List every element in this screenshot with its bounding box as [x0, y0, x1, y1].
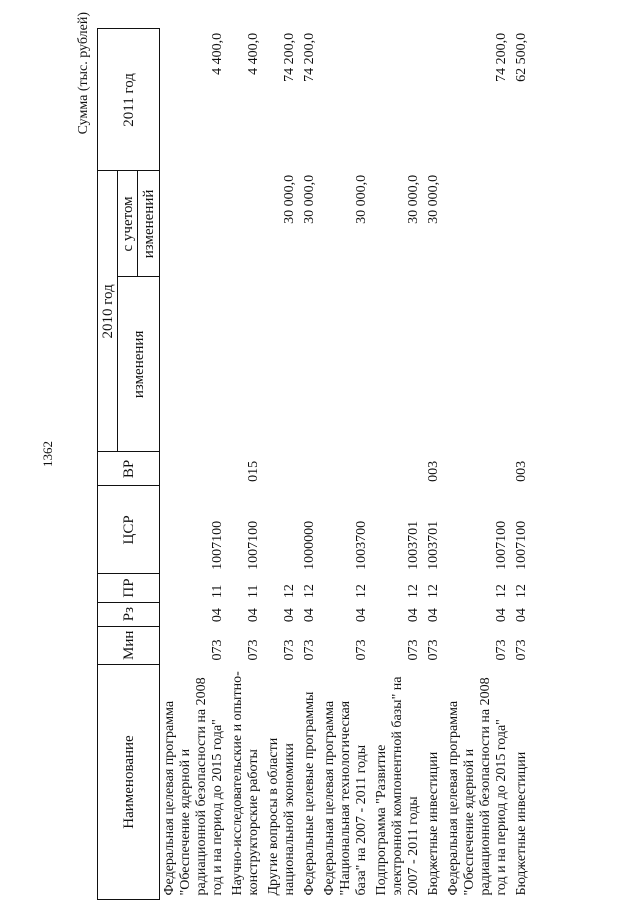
header-2010: 2010 год	[98, 171, 118, 452]
cell-vr	[320, 452, 372, 486]
cell-rz: 04	[426, 608, 441, 623]
table-row	[300, 29, 320, 900]
cell-min: 073	[426, 639, 441, 661]
cell-csr: 1007100	[246, 520, 261, 570]
cell-name: Федеральная целевая программа "Обеспечение ядерной и радиационной безопасности на 2008 год и на период до 2015 года"	[446, 677, 509, 896]
cell-with-changes: 30 000,0	[406, 174, 421, 224]
cell-vr	[372, 452, 424, 486]
table-row	[512, 29, 532, 900]
cell-csr	[264, 486, 300, 574]
cell-vr: 003	[514, 460, 529, 482]
cell-name: Подпрограмма "Развитие электронной компонентной базы" на 2007 - 2011 годы	[374, 676, 421, 896]
cell-name: Научно-исследовательские и опытно-конструкторские работы	[230, 671, 261, 896]
header-with-changes-line1: с учетом	[118, 171, 138, 277]
cell-rz: 04	[302, 608, 317, 623]
cell-changes	[372, 277, 424, 452]
cell-name: Другие вопросы в области национальной экономики	[266, 737, 297, 896]
cell-y2011: 74 200,0	[302, 32, 317, 82]
header-with-changes-line2: изменений	[138, 171, 160, 277]
cell-y2011: 4 400,0	[210, 32, 225, 75]
cell-vr	[264, 452, 300, 486]
cell-min: 073	[406, 639, 421, 661]
cell-csr: 1007100	[514, 520, 529, 570]
cell-changes	[160, 277, 229, 452]
cell-rz: 04	[354, 608, 369, 623]
budget-table	[97, 28, 532, 900]
cell-pr: 12	[406, 584, 421, 599]
cell-y2011	[424, 29, 444, 171]
cell-pr: 12	[494, 584, 509, 599]
table-row	[160, 29, 229, 900]
cell-with-changes: 30 000,0	[426, 174, 441, 224]
cell-name: Федеральные целевые программы	[302, 691, 317, 896]
cell-rz: 04	[514, 608, 529, 623]
cell-min: 073	[302, 639, 317, 661]
header-2011: 2011 год	[98, 29, 160, 171]
cell-csr: 1003701	[426, 520, 441, 570]
cell-vr: 003	[426, 460, 441, 482]
cell-vr: 015	[246, 460, 261, 482]
cell-y2011: 74 200,0	[282, 32, 297, 82]
cell-pr: 12	[354, 584, 369, 599]
unit-caption: Сумма (тыс. рублей)	[76, 12, 91, 135]
cell-y2011	[320, 29, 372, 171]
cell-with-changes: 30 000,0	[354, 174, 369, 224]
cell-rz: 04	[282, 608, 297, 623]
cell-vr	[444, 452, 512, 486]
cell-csr: 1000000	[302, 520, 317, 570]
cell-vr	[300, 452, 320, 486]
cell-pr: 12	[514, 584, 529, 599]
cell-rz: 04	[246, 608, 261, 623]
cell-y2011: 74 200,0	[494, 32, 509, 82]
cell-name: Федеральная целевая программа "Национальная технологическая база" на 2007 - 2011 годы	[322, 700, 369, 896]
cell-changes	[424, 277, 444, 452]
cell-min: 073	[494, 639, 509, 661]
cell-y2011: 4 400,0	[246, 32, 261, 75]
cell-y2011: 62 500,0	[514, 32, 529, 82]
cell-vr	[160, 452, 229, 486]
header-vr: ВР	[98, 452, 160, 486]
cell-y2011	[372, 29, 424, 171]
cell-min: 073	[282, 639, 297, 661]
header-min: Мин	[98, 626, 160, 664]
table-row	[228, 29, 264, 900]
cell-min: 073	[210, 639, 225, 661]
cell-with-changes: 30 000,0	[282, 174, 297, 224]
table-row	[320, 29, 372, 900]
cell-pr: 12	[302, 584, 317, 599]
cell-min: 073	[246, 639, 261, 661]
cell-min: 073	[354, 639, 369, 661]
cell-changes	[264, 277, 300, 452]
cell-name: Бюджетные инвестиции	[514, 751, 529, 896]
cell-pr: 12	[426, 584, 441, 599]
table-row	[264, 29, 300, 900]
cell-pr: 12	[282, 584, 297, 599]
cell-pr: 11	[246, 584, 261, 599]
cell-with-changes: 30 000,0	[302, 174, 317, 224]
cell-changes	[512, 277, 532, 452]
cell-csr: 1003700	[354, 520, 369, 570]
cell-csr: 1007100	[210, 520, 225, 570]
cell-changes	[228, 277, 264, 452]
table-row	[444, 29, 512, 900]
table-row	[372, 29, 424, 900]
header-pr: ПР	[98, 574, 160, 602]
cell-rz: 04	[210, 608, 225, 623]
page-number: 1362	[40, 441, 55, 467]
cell-changes	[444, 277, 512, 452]
cell-pr: 11	[210, 584, 225, 599]
cell-min: 073	[514, 639, 529, 661]
cell-with-changes	[160, 171, 229, 277]
cell-name: Федеральная целевая программа "Обеспечение ядерной и радиационной безопасности на 2008 год и на период до 2015 года"	[162, 677, 225, 896]
cell-csr: 1007100	[494, 520, 509, 570]
cell-rz: 04	[406, 608, 421, 623]
cell-changes	[320, 277, 372, 452]
cell-rz: 04	[494, 608, 509, 623]
header-rz: Рз	[98, 602, 160, 626]
cell-csr: 1003701	[406, 520, 421, 570]
table-row	[424, 29, 444, 900]
header-csr: ЦСР	[98, 486, 160, 574]
cell-name: Бюджетные инвестиции	[426, 751, 441, 896]
cell-with-changes	[512, 171, 532, 277]
header-name: Наименование	[98, 665, 160, 900]
header-changes: изменения	[118, 277, 160, 452]
cell-with-changes	[228, 171, 264, 277]
cell-changes	[300, 277, 320, 452]
cell-with-changes	[444, 171, 512, 277]
